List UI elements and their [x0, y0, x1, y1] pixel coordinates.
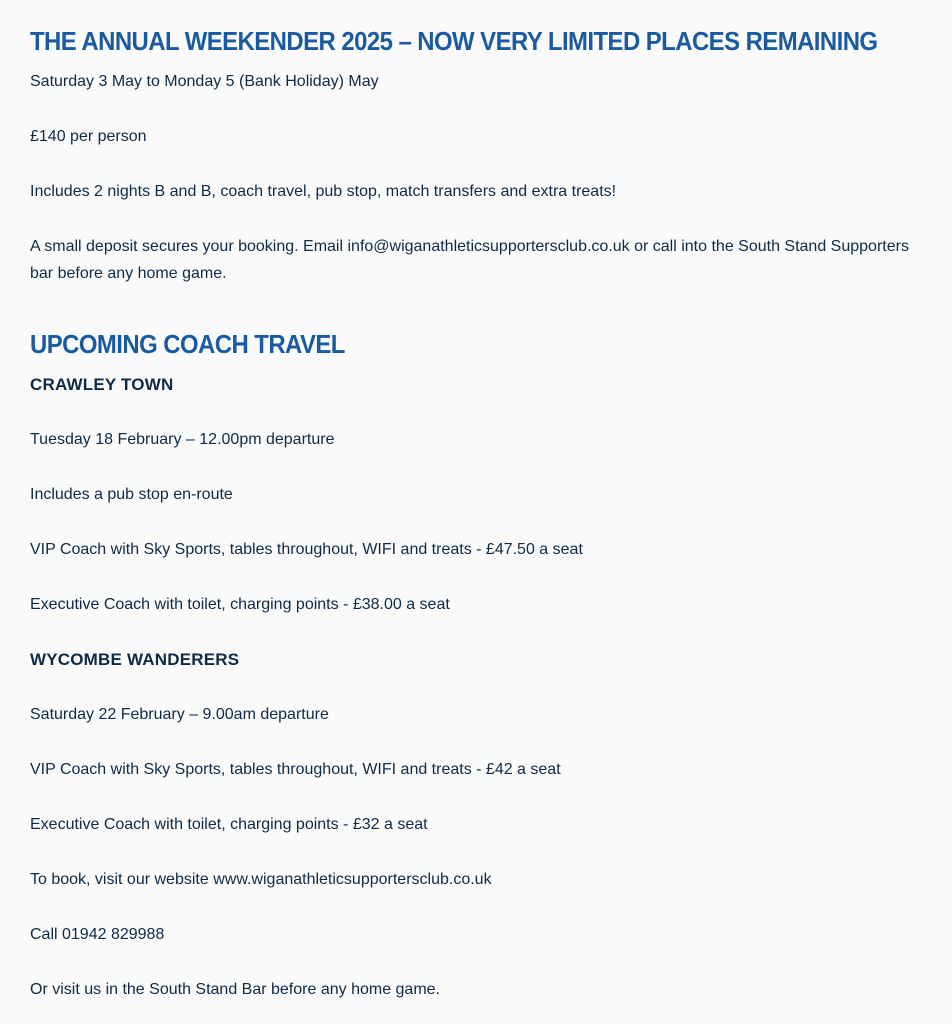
website-link[interactable]: www.wiganathleticsupportersclub.co.uk — [213, 871, 492, 888]
coach-travel-heading: UPCOMING COACH TRAVEL — [30, 329, 345, 359]
trip-team-wycombe: WYCOMBE WANDERERS — [30, 650, 240, 669]
trip-executive-crawley: Executive Coach with toilet, charging points - £38.00 a seat — [30, 596, 450, 613]
email-link[interactable]: info@wiganathleticsupportersclub.co.uk — [347, 238, 630, 255]
booking-info — [30, 866, 910, 893]
trip-extra-crawley: Includes a pub stop en-route — [30, 486, 233, 503]
deposit-text-before: A small deposit secures your booking. Email — [30, 238, 348, 255]
article-content — [30, 26, 910, 1003]
trip-vip-wycombe: VIP Coach with Sky Sports, tables throughout, WIFI and treats - £42 a seat — [30, 761, 561, 778]
trip-departure-crawley: Tuesday 18 February – 12.00pm departure — [30, 431, 335, 448]
weekender-deposit — [30, 233, 910, 287]
weekender-price: £140 per person — [30, 128, 147, 145]
trip-team-crawley: CRAWLEY TOWN — [30, 375, 174, 394]
visit-info: Or visit us in the South Stand Bar before any home game. — [30, 981, 440, 998]
weekender-heading: THE ANNUAL WEEKENDER 2025 – NOW VERY LIMITED PLACES REMAINING — [30, 26, 878, 56]
weekender-includes: Includes 2 nights B and B, coach travel, pub stop, match transfers and extra treats! — [30, 183, 617, 200]
trip-executive-wycombe: Executive Coach with toilet, charging points - £32 a seat — [30, 816, 428, 833]
deposit-text-after: or call into the South Stand Supporters bar before any home game. — [30, 238, 909, 282]
phone-info: Call 01942 829988 — [30, 926, 165, 943]
weekender-dates: Saturday 3 May to Monday 5 (Bank Holiday) May — [30, 73, 379, 90]
trip-departure-wycombe: Saturday 22 February – 9.00am departure — [30, 706, 329, 723]
book-text: To book, visit our website — [30, 871, 214, 888]
trip-vip-crawley: VIP Coach with Sky Sports, tables throughout, WIFI and treats - £47.50 a seat — [30, 541, 583, 558]
